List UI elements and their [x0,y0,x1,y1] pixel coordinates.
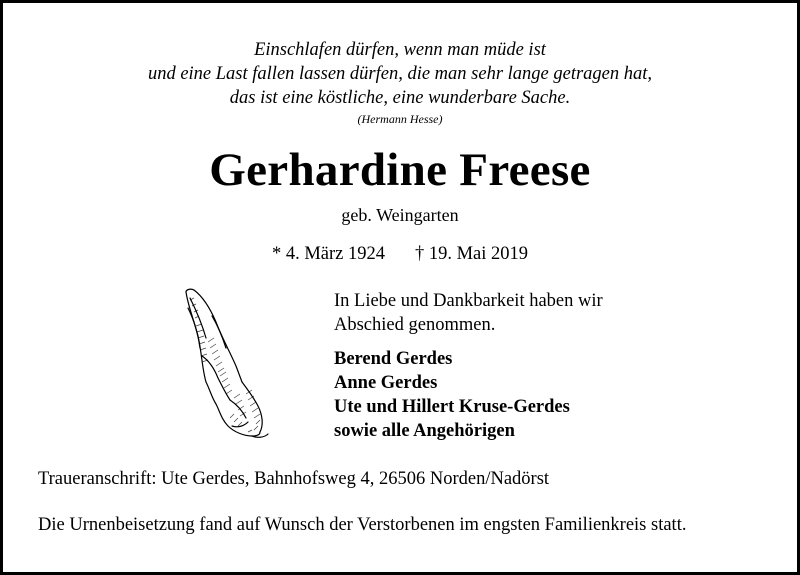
poem-line: und eine Last fallen lassen dürfen, die man sehr lange getragen hat, [147,64,653,84]
poem-line: Einschlafen dürfen, wenn man müde ist [254,40,546,60]
birth-date: * 4. März 1924 [271,244,385,264]
mourner: Anne Gerdes [334,373,438,393]
praying-hands-icon [172,286,276,442]
mourner: sowie alle Angehörigen [334,421,515,441]
death-date: † 19. Mai 2019 [414,244,529,264]
mourners-list [334,347,570,443]
poem-author: (Hermann Hesse) [357,112,443,126]
burial-notice: Die Urnenbeisetzung fand auf Wunsch der Verstorbenen im engsten Familienkreis statt. [38,515,687,535]
poem-line: das ist eine köstliche, eine wunderbare Sache. [229,88,571,108]
life-dates [0,242,800,266]
mourner: Berend Gerdes [334,349,453,369]
message-line: In Liebe und Dankbarkeit haben wir [334,291,603,311]
message-line: Abschied genommen. [334,315,496,335]
mourner: Ute und Hillert Kruse-Gerdes [334,397,570,417]
born-name: geb. Weingarten [341,205,459,225]
poem-quote [0,38,800,128]
deceased-name: Gerhardine Freese [209,144,591,196]
farewell-message [334,289,603,337]
mourning-address: Traueranschrift: Ute Gerdes, Bahnhofsweg 4, 26506 Norden/Nadörst [38,469,550,489]
